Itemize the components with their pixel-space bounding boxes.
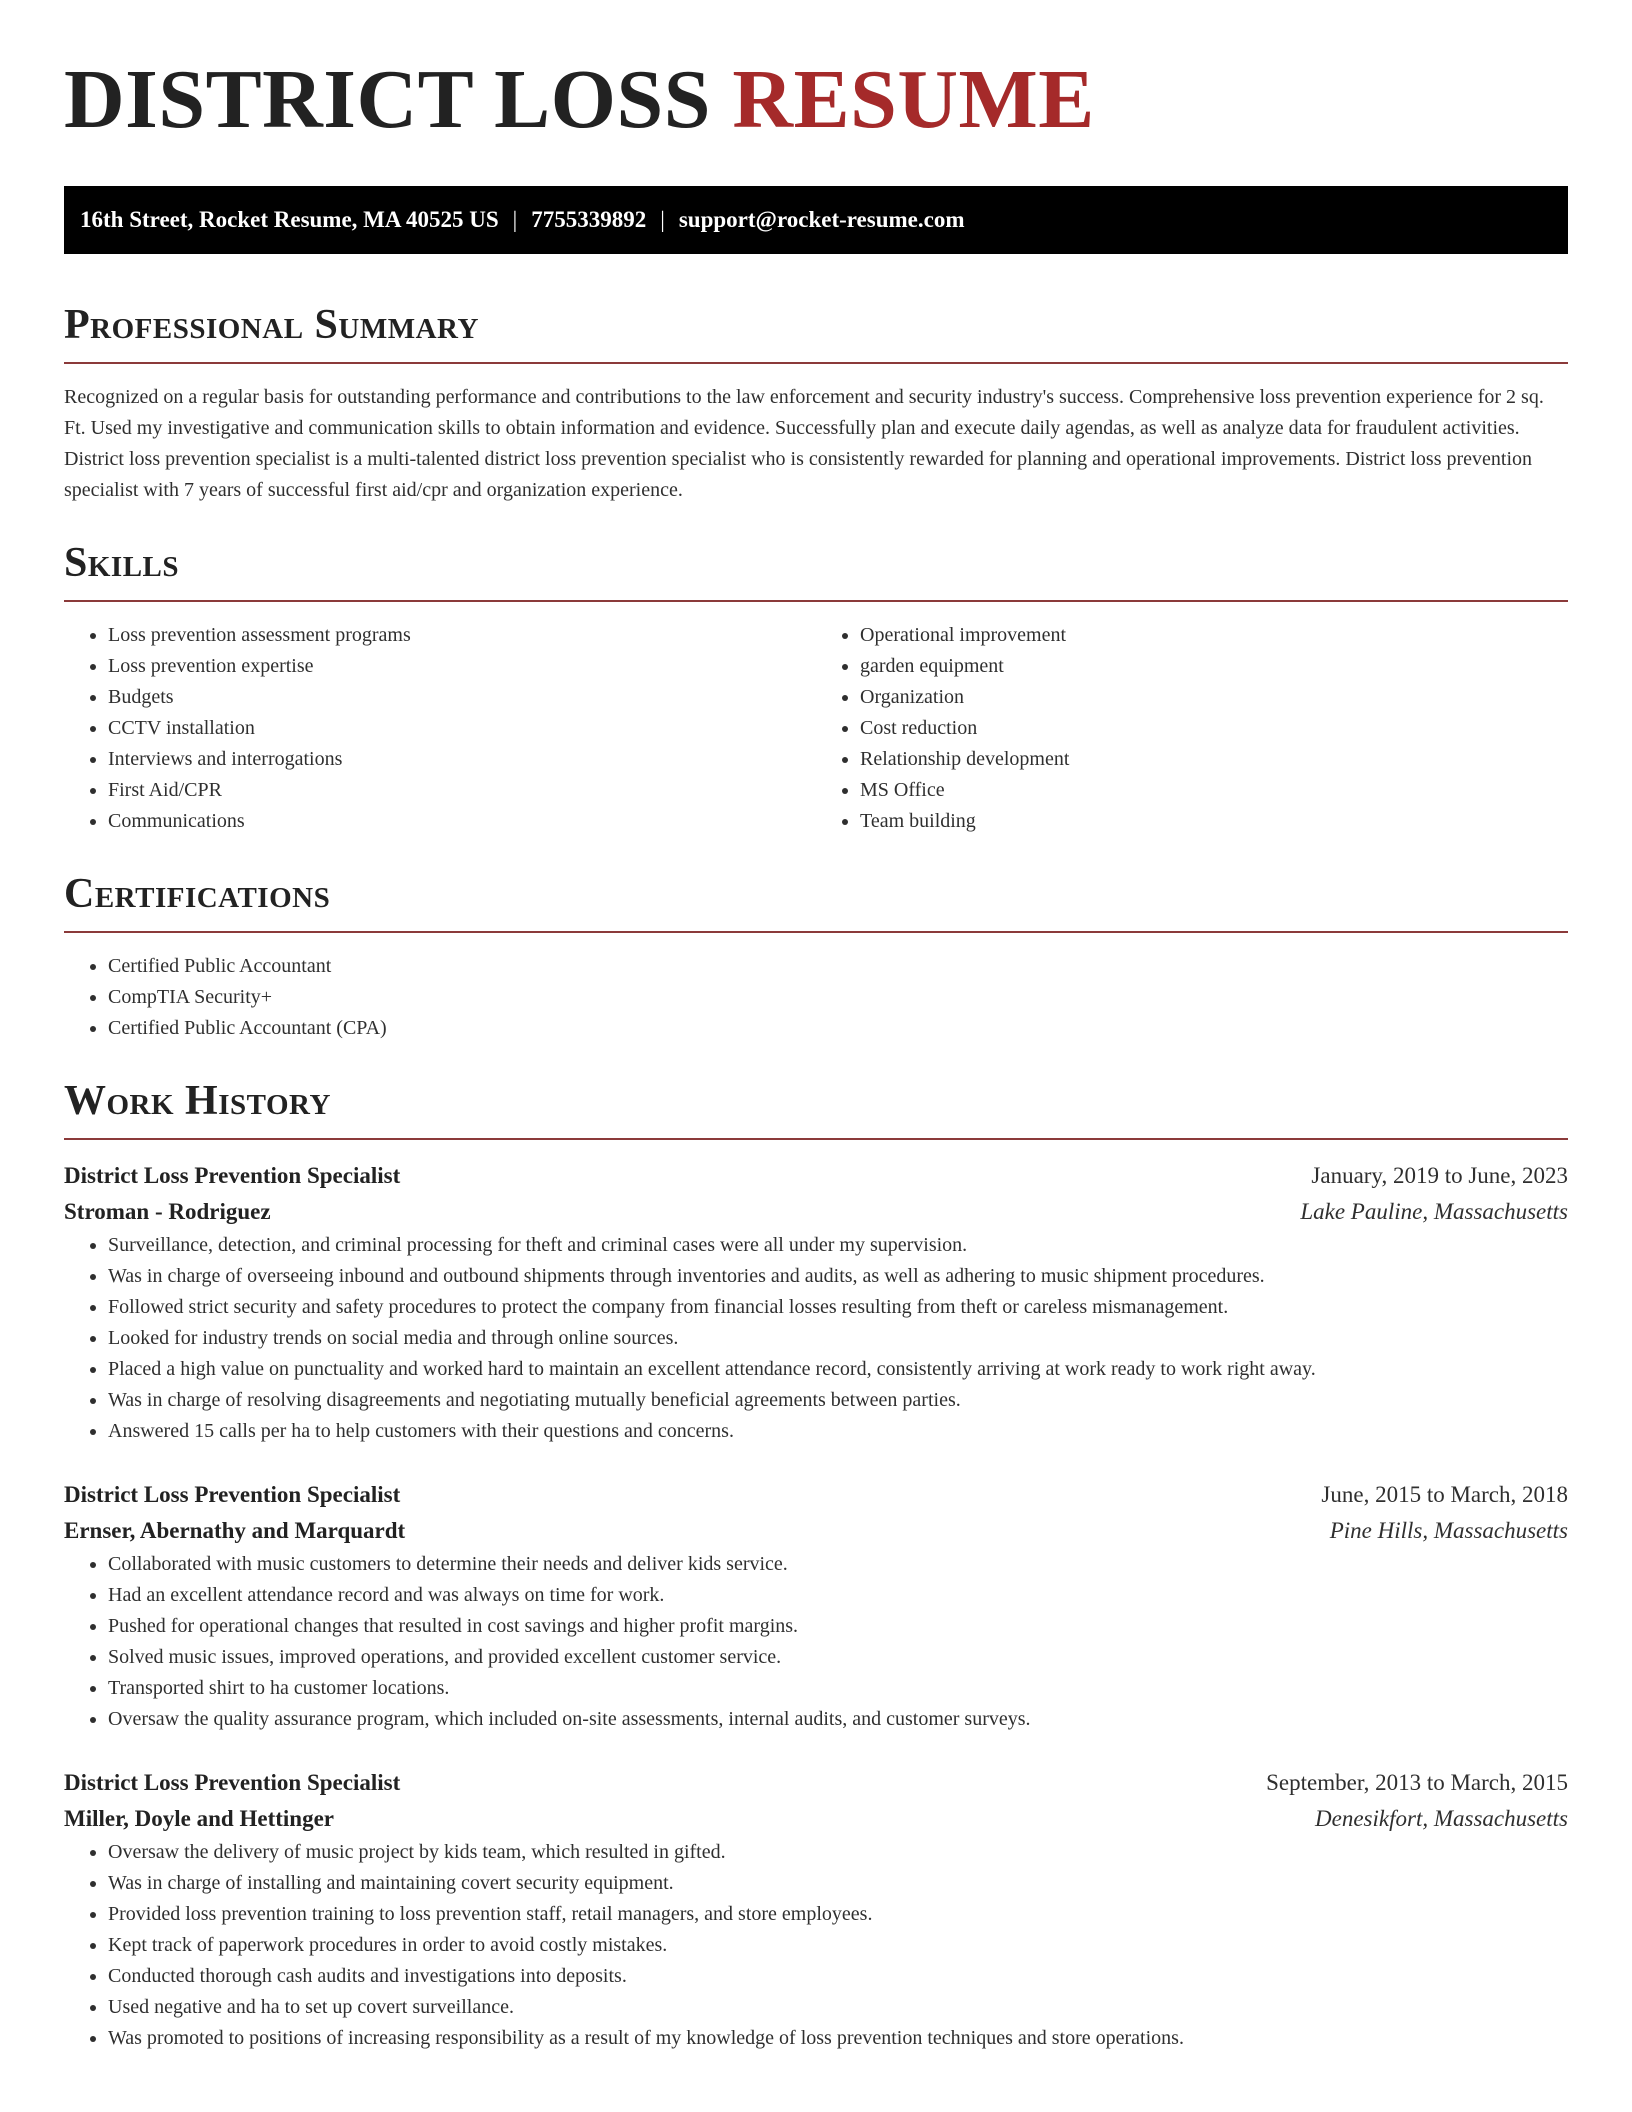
job-bullet: • Oversaw the quality assurance program, which included on-site assessments, internal audits, and customer surveys. — [108, 1704, 1568, 1735]
work-history-section — [64, 1080, 1568, 2054]
job-bullet: • Provided loss prevention training to loss prevention staff, retail managers, and store employees. — [108, 1899, 1568, 1930]
work-history-heading: Work History — [64, 1078, 331, 1124]
job-bullet: • Placed a high value on punctuality and worked hard to maintain an excellent attendance record, consistently arriving at work ready to work right away. — [108, 1354, 1568, 1385]
skill-item: • Cost reduction — [860, 713, 1568, 744]
job-bullet: • Was in charge of resolving disagreements and negotiating mutually beneficial agreements between parties. — [108, 1385, 1568, 1416]
contact-separator: | — [660, 207, 665, 232]
summary-heading: Professional Summary — [64, 302, 479, 348]
skills-column-right — [816, 620, 1568, 837]
certifications-section — [64, 873, 1568, 1044]
job-title: District Loss Prevention Specialist — [64, 1770, 401, 1795]
job-company: Stroman - Rodriguez — [64, 1199, 271, 1224]
job-location: Pine Hills, Massachusetts — [1329, 1518, 1568, 1543]
contact-bar — [64, 186, 1568, 254]
section-divider — [64, 362, 1568, 364]
job-bullet: • Was promoted to positions of increasing responsibility as a result of my knowledge of loss prevention techniques and store operations. — [108, 2023, 1568, 2054]
job-bullet: • Oversaw the delivery of music project by kids team, which resulted in gifted. — [108, 1837, 1568, 1868]
job-bullet: • Surveillance, detection, and criminal processing for theft and criminal cases were all under my supervision. — [108, 1230, 1568, 1261]
job-location: Lake Pauline, Massachusetts — [1300, 1199, 1568, 1224]
skill-item: • Communications — [108, 806, 816, 837]
certifications-list — [64, 951, 1568, 1044]
contact-email[interactable]: support@rocket-resume.com — [678, 207, 965, 232]
skill-item: • Operational improvement — [860, 620, 1568, 651]
job-dates: January, 2019 to June, 2023 — [1311, 1163, 1568, 1188]
contact-phone: 7755339892 — [531, 207, 647, 232]
certification-item: • CompTIA Security+ — [108, 982, 1568, 1013]
job-dates: June, 2015 to March, 2018 — [1321, 1482, 1568, 1507]
job-title: District Loss Prevention Specialist — [64, 1163, 401, 1188]
job-bullet: • Kept track of paperwork procedures in order to avoid costly mistakes. — [108, 1930, 1568, 1961]
skills-grid — [64, 620, 1568, 837]
job-entry — [64, 1158, 1568, 1447]
job-company: Miller, Doyle and Hettinger — [64, 1806, 334, 1831]
job-bullet: • Followed strict security and safety procedures to protect the company from financial losses resulting from theft or careless mismanagement. — [108, 1292, 1568, 1323]
job-bullet: • Conducted thorough cash audits and investigations into deposits. — [108, 1961, 1568, 1992]
contact-separator: | — [512, 207, 518, 232]
job-entry — [64, 1477, 1568, 1735]
skills-column-left — [64, 620, 816, 837]
job-bullet: • Pushed for operational changes that resulted in cost savings and higher profit margins. — [108, 1611, 1568, 1642]
job-bullet: • Transported shirt to ha customer locations. — [108, 1673, 1568, 1704]
skills-section — [64, 542, 1568, 837]
job-bullets — [64, 1837, 1568, 2054]
skill-item: • Budgets — [108, 682, 816, 713]
skill-item: • First Aid/CPR — [108, 775, 816, 806]
resume-title — [64, 53, 1568, 148]
certifications-heading: Certifications — [64, 871, 331, 917]
skill-item: • Loss prevention assessment programs — [108, 620, 816, 651]
skill-item: • Interviews and interrogations — [108, 744, 816, 775]
job-title: District Loss Prevention Specialist — [64, 1482, 401, 1507]
contact-address: 16th Street, Rocket Resume, MA 40525 US — [80, 207, 499, 232]
job-header-row — [64, 1158, 1568, 1194]
job-location: Denesikfort, Massachusetts — [1315, 1806, 1568, 1831]
job-bullet: • Looked for industry trends on social media and through online sources. — [108, 1323, 1568, 1354]
job-bullet: • Had an excellent attendance record and was always on time for work. — [108, 1580, 1568, 1611]
skills-list-right — [816, 620, 1568, 837]
job-bullets — [64, 1549, 1568, 1735]
job-bullet: • Was in charge of installing and maintaining covert security equipment. — [108, 1868, 1568, 1899]
job-company: Ernser, Abernathy and Marquardt — [64, 1518, 406, 1543]
job-bullet: • Was in charge of overseeing inbound and outbound shipments through inventories and audits, as well as adhering to music shipment procedures. — [108, 1261, 1568, 1292]
job-subheader-row — [64, 1801, 1568, 1837]
skill-item: • Organization — [860, 682, 1568, 713]
section-divider — [64, 1138, 1568, 1140]
job-header-row — [64, 1765, 1568, 1801]
skill-item: • Loss prevention expertise — [108, 651, 816, 682]
job-bullets — [64, 1230, 1568, 1447]
summary-section — [64, 304, 1568, 506]
job-bullet: • Collaborated with music customers to determine their needs and deliver kids service. — [108, 1549, 1568, 1580]
skill-item: • Relationship development — [860, 744, 1568, 775]
skills-list-left — [64, 620, 816, 837]
job-subheader-row — [64, 1513, 1568, 1549]
skill-item: • MS Office — [860, 775, 1568, 806]
summary-text: Recognized on a regular basis for outstanding performance and contributions to the law enforcement and security industry's success. Comprehensive loss prevention experience for 2 sq. Ft. Used my investigative and communication skills to obtain information and evidence. Successfully plan and execute daily agendas, as well as analyze data for fraudulent activities. District loss prevention specialist is a multi-talented district loss prevention specialist who is consistently rewarded for planning and operational improvements. District loss prevention specialist with 7 years of successful first aid/cpr and organization experience. — [64, 386, 1544, 501]
job-bullet: • Used negative and ha to set up covert surveillance. — [108, 1992, 1568, 2023]
job-dates: September, 2013 to March, 2015 — [1266, 1770, 1568, 1795]
job-header-row — [64, 1477, 1568, 1513]
job-bullet: • Answered 15 calls per ha to help customers with their questions and concerns. — [108, 1416, 1568, 1447]
job-entry — [64, 1765, 1568, 2054]
skill-item: • garden equipment — [860, 651, 1568, 682]
section-divider — [64, 600, 1568, 602]
title-main: DISTRICT LOSS — [64, 53, 711, 146]
job-subheader-row — [64, 1194, 1568, 1230]
section-divider — [64, 931, 1568, 933]
certification-item: • Certified Public Accountant (CPA) — [108, 1013, 1568, 1044]
skills-heading: Skills — [64, 540, 180, 586]
title-accent: RESUME — [732, 53, 1095, 146]
skill-item: • Team building — [860, 806, 1568, 837]
skill-item: • CCTV installation — [108, 713, 816, 744]
certification-item: • Certified Public Accountant — [108, 951, 1568, 982]
job-bullet: • Solved music issues, improved operations, and provided excellent customer service. — [108, 1642, 1568, 1673]
